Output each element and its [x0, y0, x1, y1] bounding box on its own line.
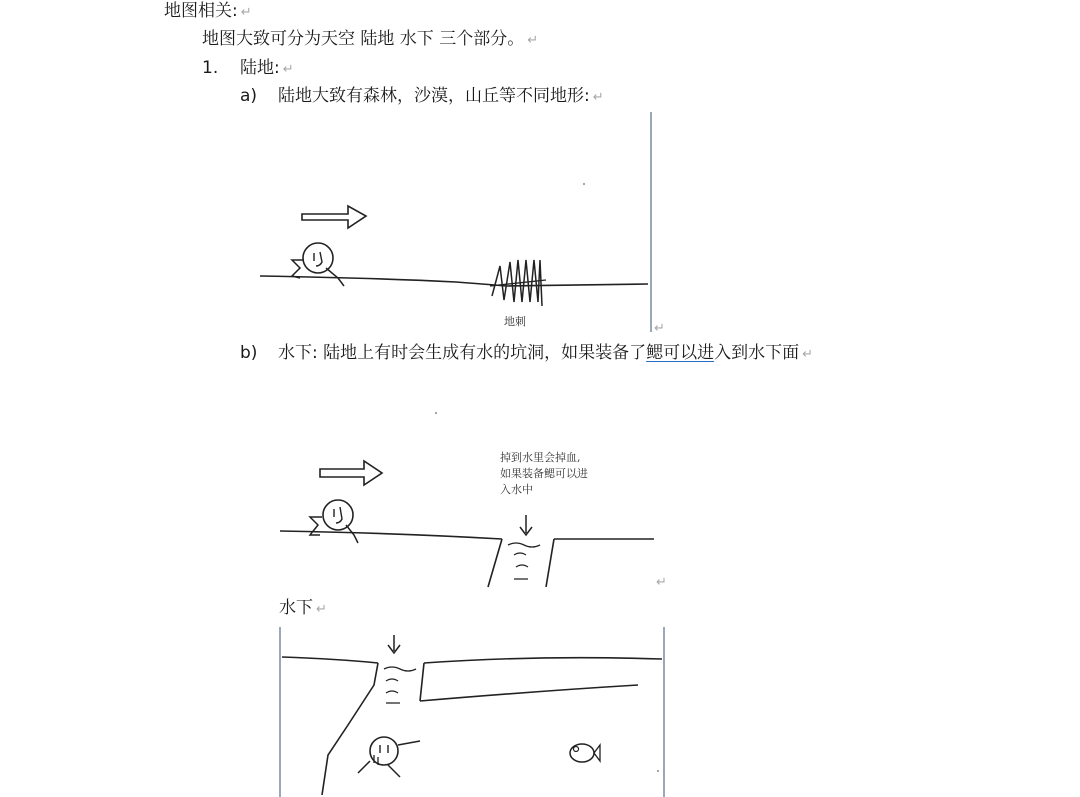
underwater-sketch: [278, 625, 670, 797]
underwater-label: 水下: [279, 598, 313, 618]
land-spike-sketch: [256, 110, 676, 336]
paragraph-mark: ↵: [656, 575, 667, 590]
item-b-marker: b): [240, 343, 258, 363]
heading-line: [164, 0, 252, 24]
item-a-text: 陆地大致有森林，沙漠，山丘等不同地形:: [278, 86, 590, 106]
item-a-line: [240, 85, 604, 109]
item-b-text-before: 水下: 陆地上有时会生成有水的坑洞，如果装备了: [278, 343, 647, 363]
section1-line: [202, 57, 294, 81]
paragraph-mark: ↵: [240, 5, 252, 20]
heading-text: 地图相关:: [164, 1, 238, 21]
intro-line: [202, 28, 538, 52]
water-pit-sketch: [276, 405, 676, 595]
water-caption-line: 如果装备鳃可以进: [500, 467, 588, 480]
paragraph-mark: ↵: [592, 90, 604, 105]
item-a-marker: a): [240, 86, 258, 106]
spike-caption: 地刺: [504, 315, 526, 328]
water-caption-line: 掉到水里会掉血,: [500, 451, 581, 464]
water-caption: [500, 450, 592, 496]
section1-number: 1.: [202, 58, 219, 78]
section1-label: 陆地:: [240, 58, 280, 78]
paragraph-mark: ↵: [282, 62, 294, 77]
item-b-text-after: 入到水下面: [714, 343, 800, 363]
paragraph-mark: ↵: [527, 33, 539, 48]
item-b-text-underlined: 鳃可以进: [646, 343, 715, 363]
underwater-label-line: [279, 597, 327, 621]
paragraph-mark: ↵: [316, 602, 327, 617]
paragraph-mark: ↵: [802, 347, 814, 362]
intro-text: 地图大致可分为天空 陆地 水下 三个部分。: [202, 29, 525, 49]
item-b-line: [240, 342, 813, 366]
paragraph-mark: ↵: [654, 321, 665, 336]
water-caption-line: 入水中: [500, 483, 533, 496]
